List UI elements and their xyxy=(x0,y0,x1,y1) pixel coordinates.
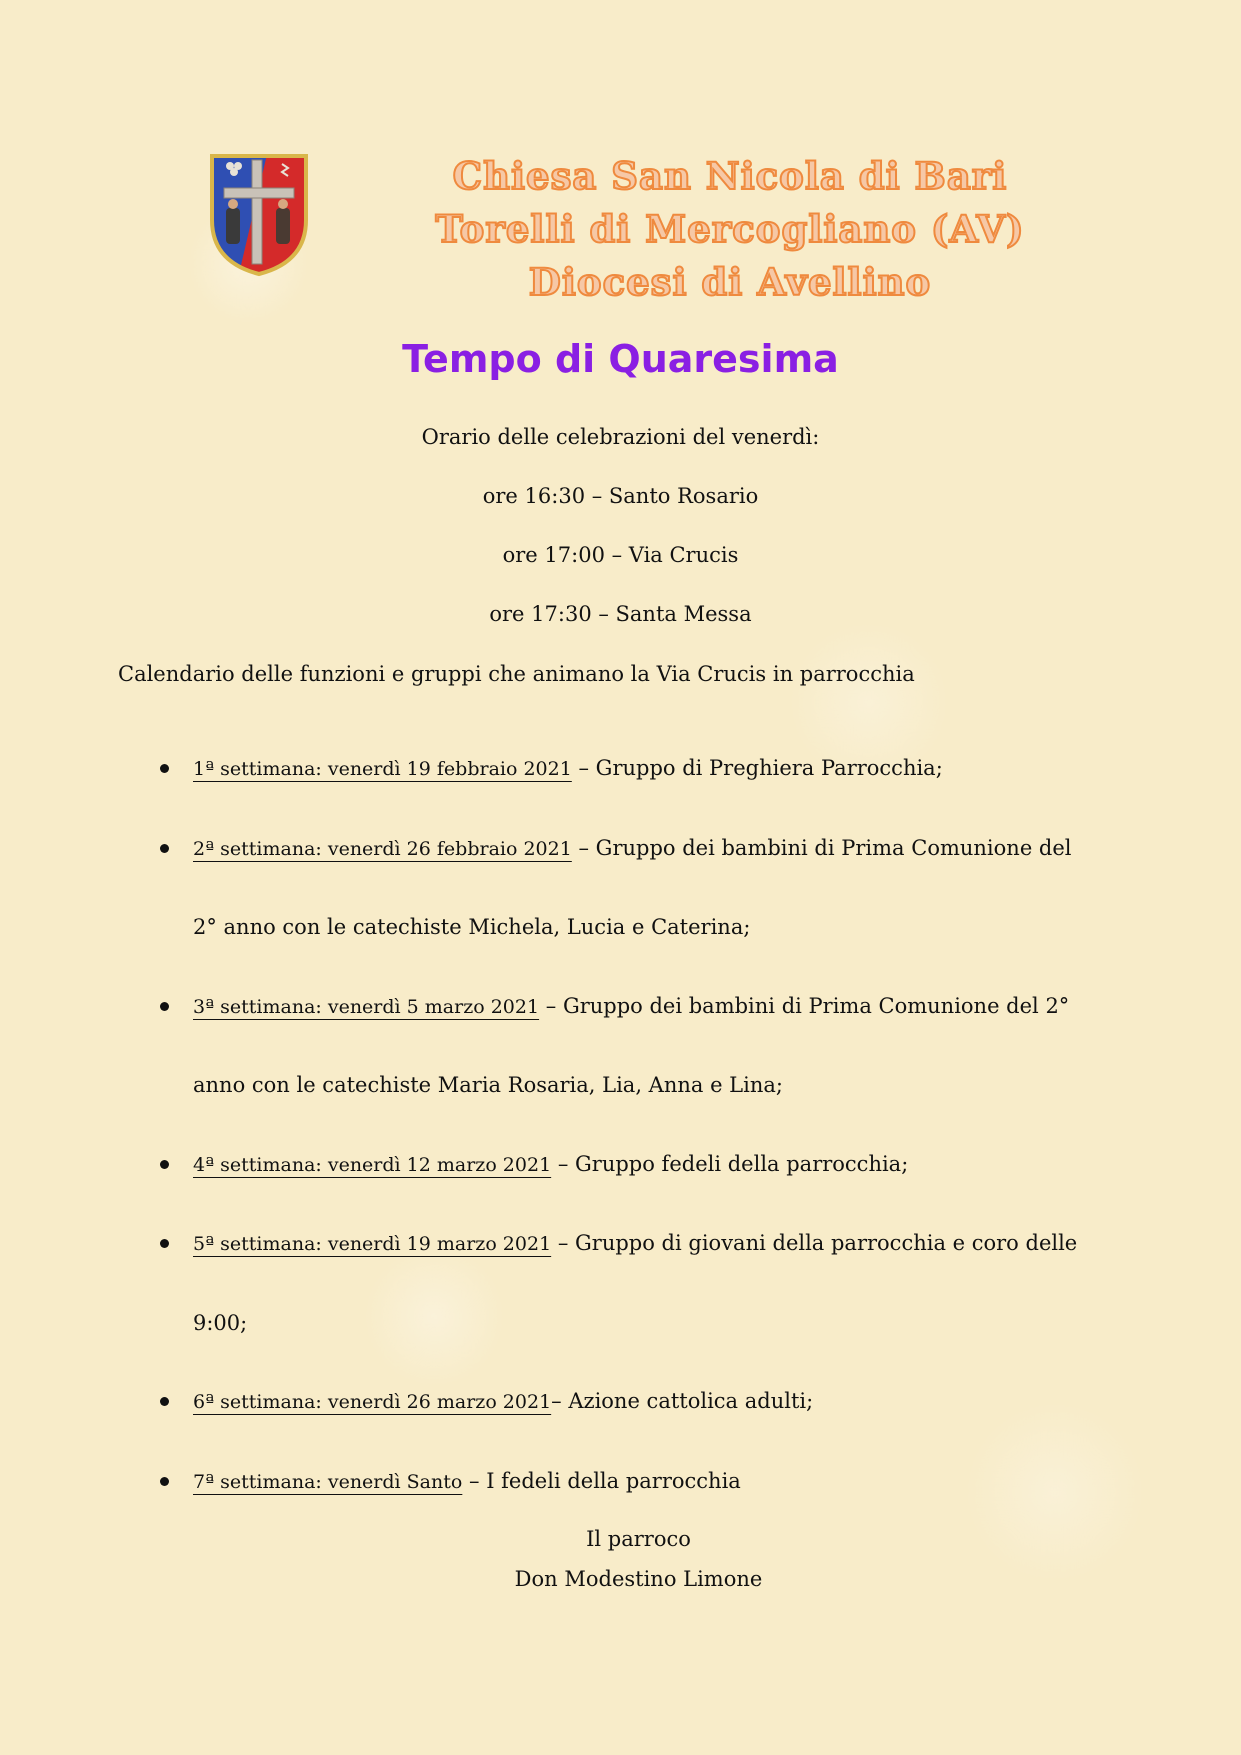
week-date: 5ª settimana: venerdì 19 marzo 2021 xyxy=(193,1233,552,1255)
week-group: Gruppo fedeli della parrocchia; xyxy=(575,1151,909,1176)
week-group: Gruppo di Preghiera Parrocchia; xyxy=(595,756,943,780)
week-date: 1ª settimana: venerdì 19 febbraio 2021 xyxy=(193,758,572,780)
signature-name: Don Modestino Limone xyxy=(514,1567,763,1591)
church-location: Torelli di Mercogliano (AV) xyxy=(435,207,1025,251)
week-separator: – xyxy=(551,1389,569,1413)
bullet-icon xyxy=(160,844,169,853)
bullet-icon xyxy=(160,1397,169,1406)
week-date: 4ª settimana: venerdì 12 marzo 2021 xyxy=(193,1153,552,1176)
church-name: Chiesa San Nicola di Bari xyxy=(452,154,1008,198)
schedule-item: ore 17:30 – Santa Messa xyxy=(489,602,752,626)
calendar-intro: Calendario delle funzioni e gruppi che animano la Via Crucis in parrocchia xyxy=(118,662,915,686)
week-group: Gruppo dei bambini di Prima Comunione del xyxy=(595,835,1072,860)
week-date: 3ª settimana: venerdì 5 marzo 2021 xyxy=(193,995,540,1018)
week-separator: – xyxy=(571,835,596,860)
week-separator: – xyxy=(571,756,596,780)
signature xyxy=(0,1519,1241,1599)
bullet-icon xyxy=(160,1002,169,1011)
schedule-item: ore 16:30 – Santo Rosario xyxy=(482,484,759,508)
week-separator: – xyxy=(539,993,563,1018)
week-group-continued: 2° anno con le catechiste Michela, Lucia e Caterina; xyxy=(193,915,751,939)
week-group: Gruppo di giovani della parrocchia e coro delle xyxy=(575,1231,1078,1255)
signature-role: Il parroco xyxy=(586,1527,691,1551)
list-item xyxy=(150,1125,1110,1205)
schedule-item: ore 17:00 – Via Crucis xyxy=(502,543,739,567)
bullet-icon xyxy=(160,764,169,773)
week-group-continued: 9:00; xyxy=(193,1310,248,1335)
week-group-continued: anno con le catechiste Maria Rosaria, Lia, Anna e Lina; xyxy=(193,1073,783,1097)
diocese-name: Diocesi di Avellino xyxy=(528,260,932,304)
week-group: Azione cattolica adulti; xyxy=(568,1389,814,1413)
week-date: 7ª settimana: venerdì Santo xyxy=(193,1470,463,1493)
week-group: Gruppo dei bambini di Prima Comunione del 2° xyxy=(562,993,1070,1018)
list-item xyxy=(150,1362,1110,1442)
page-title: Tempo di Quaresima xyxy=(402,337,839,381)
schedule-intro: Orario delle celebrazioni del venerdì: xyxy=(421,425,820,449)
week-separator: – xyxy=(462,1468,487,1493)
week-separator: – xyxy=(551,1151,576,1176)
week-group: I fedeli della parrocchia xyxy=(486,1468,741,1493)
bullet-icon xyxy=(160,1477,169,1486)
list-item xyxy=(150,729,1110,809)
list-item xyxy=(150,967,1110,1125)
parish-crest-icon xyxy=(208,150,310,278)
weeks-list xyxy=(150,729,1110,1521)
friday-schedule xyxy=(0,418,1241,654)
list-item xyxy=(150,1204,1110,1362)
church-header xyxy=(340,150,1120,309)
list-item xyxy=(150,809,1110,967)
bullet-icon xyxy=(160,1239,169,1248)
week-separator: – xyxy=(551,1231,576,1255)
week-date: 2ª settimana: venerdì 26 febbraio 2021 xyxy=(193,837,572,860)
bullet-icon xyxy=(160,1160,169,1169)
list-item xyxy=(150,1442,1110,1522)
week-date: 6ª settimana: venerdì 26 marzo 2021 xyxy=(193,1391,552,1413)
